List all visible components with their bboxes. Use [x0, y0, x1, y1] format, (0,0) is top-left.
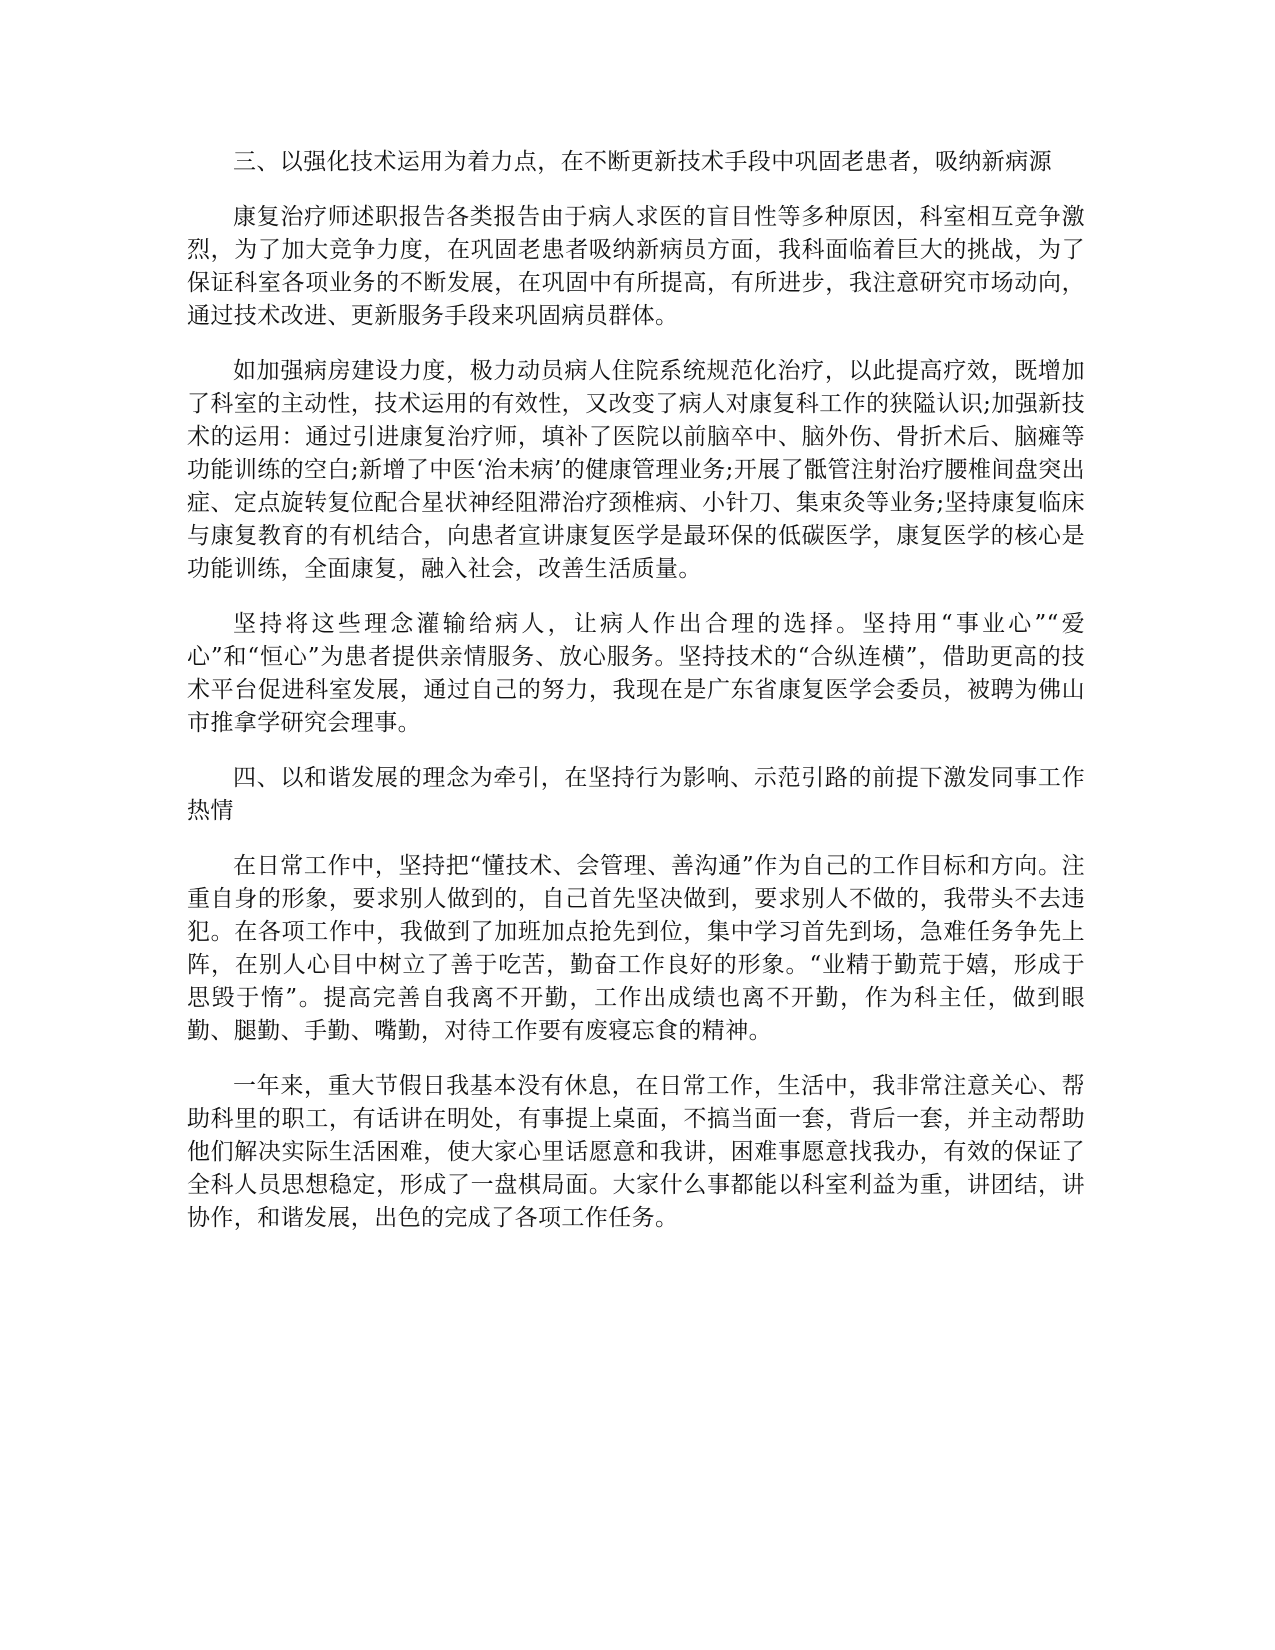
paragraph-new-techniques: 如加强病房建设力度，极力动员病人住院系统规范化治疗，以此提高疗效，既增加了科室的主动性，技术运用的有效性，又改变了病人对康复科工作的狭隘认识;加强新技术的运用：通过引进康复治疗师，填补了医院以前脑卒中、脑外伤、骨折术后、脑瘫等功能训练的空白;新增了中医‘治未病’的健康管理业务;开展了骶管注射治疗腰椎间盘突出症、定点旋转复位配合星状神经阻滞治疗颈椎病、小针刀、集束灸等业务;坚持康复临床与康复教育的有机结合，向患者宣讲康复医学是最环保的低碳医学，康复医学的核心是功能训练，全面康复，融入社会，改善生活质量。 [187, 358, 1085, 582]
section-heading-three: 三、以强化技术运用为着力点，在不断更新技术手段中巩固老患者，吸纳新病源 [233, 149, 1052, 175]
paragraph-philosophy: 坚持将这些理念灌输给病人，让病人作出合理的选择。坚持用“事业心”“爱心”和“恒心”为患者提供亲情服务、放心服务。坚持技术的“合纵连横”，借助更高的技术平台促进科室发展，通过自己的努力，我现在是广东省康复医学会委员，被聘为佛山市推拿学研究会理事。 [187, 611, 1085, 736]
paragraph-work-attitude: 在日常工作中，坚持把“懂技术、会管理、善沟通”作为自己的工作目标和方向。注重自身的形象，要求别人做到的，自己首先坚决做到，要求别人不做的，我带头不去违犯。在各项工作中，我做到了加班加点抢先到位，集中学习首先到场，急难任务争先上阵，在别人心目中树立了善于吃苦，勤奋工作良好的形象。“业精于勤荒于嬉，形成于思毁于惰”。提高完善自我离不开勤，工作出成绩也离不开勤，作为科主任，做到眼勤、腿勤、手勤、嘴勤，对待工作要有废寝忘食的精神。 [187, 853, 1085, 1044]
paragraph-year-summary: 一年来，重大节假日我基本没有休息，在日常工作，生活中，我非常注意关心、帮助科里的职工，有话讲在明处，有事提上桌面，不搞当面一套，背后一套，并主动帮助他们解决实际生活困难，使大家心里话愿意和我讲，困难事愿意找我办，有效的保证了全科人员思想稳定，形成了一盘棋局面。大家什么事都能以科室利益为重，讲团结，讲协作，和谐发展，出色的完成了各项工作任务。 [187, 1073, 1085, 1231]
paragraph-competition: 康复治疗师述职报告各类报告由于病人求医的盲目性等多种原因，科室相互竞争激烈，为了加大竞争力度，在巩固老患者吸纳新病员方面，我科面临着巨大的挑战，为了保证科室各项业务的不断发展，在巩固中有所提高，有所进步，我注意研究市场动向，通过技术改进、更新服务手段来巩固病员群体。 [187, 204, 1085, 329]
section-heading-four: 四、以和谐发展的理念为牵引，在坚持行为影响、示范引路的前提下激发同事工作热情 [187, 765, 1085, 824]
document-page [187, 146, 1085, 1257]
